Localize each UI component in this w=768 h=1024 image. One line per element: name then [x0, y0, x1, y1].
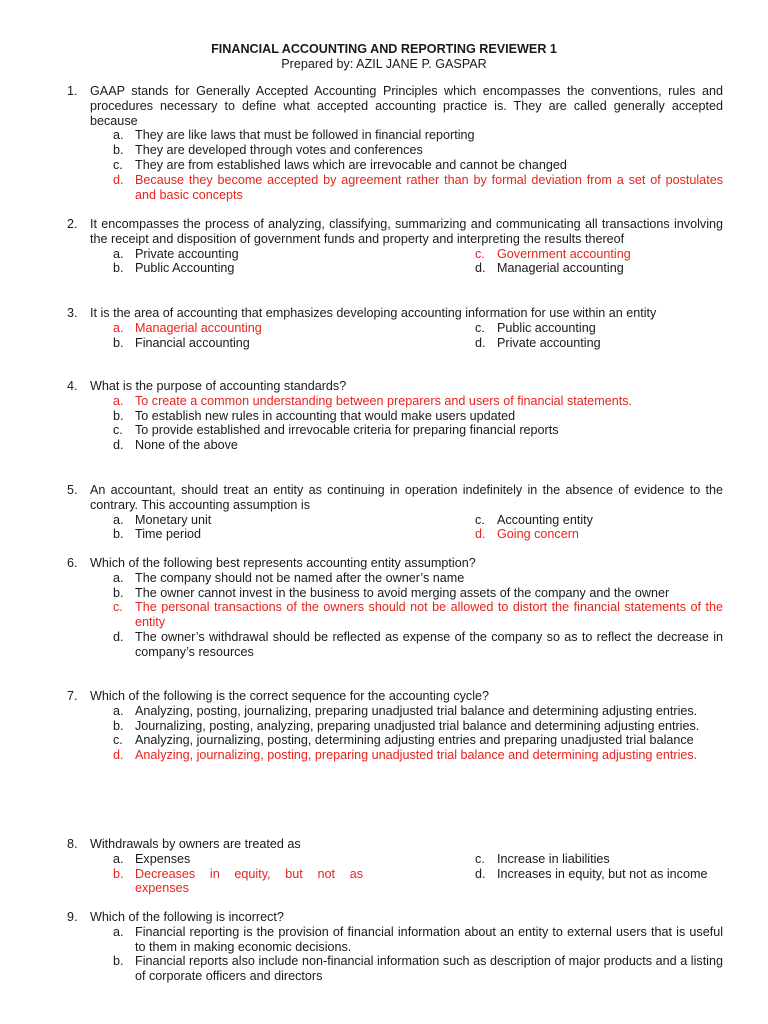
option-b: b. Public Accounting — [113, 261, 235, 276]
question-7 — [67, 689, 723, 763]
option-b: b. Financial reports also include non-financial information such as description of major products and a listing of corporate officers and directors — [113, 954, 723, 984]
option-d: d. Increases in equity, but not as income — [475, 866, 708, 881]
option-c: c. Increase in liabilities — [475, 851, 610, 866]
question-stem: Which of the following best represents accounting entity assumption? — [90, 556, 476, 570]
question-stem: Which of the following is incorrect? — [90, 910, 284, 924]
question-stem: Withdrawals by owners are treated as — [90, 837, 301, 851]
question-number: 7. — [67, 689, 78, 703]
option-c: c. They are from established laws which are irrevocable and cannot be changed — [113, 157, 567, 172]
question-stem: It is the area of accounting that emphasizes developing accounting information for use within an entity — [90, 306, 657, 320]
option-b: b. They are developed through votes and conferences — [113, 143, 423, 158]
option-a: a. Analyzing, posting, journalizing, preparing unadjusted trial balance and determining adjusting entries. — [113, 703, 698, 718]
option-d: d. The owner’s withdrawal should be reflected as expense of the company so as to reflect the decrease in company’s resources — [113, 629, 723, 659]
option-b: b. Time period — [113, 527, 202, 542]
question-number: 2. — [67, 217, 78, 231]
option-a: a. The company should not be named after the owner’s name — [113, 570, 465, 585]
option-b-answer: b. Decreases in equity, but not as expenses — [113, 866, 363, 896]
question-number: 9. — [67, 910, 78, 924]
option-a: a. They are like laws that must be followed in financial reporting — [113, 128, 475, 143]
question-stem: What is the purpose of accounting standards? — [90, 379, 347, 393]
option-c: c. To provide established and irrevocable criteria for preparing financial reports — [113, 423, 559, 438]
question-number: 8. — [67, 837, 78, 851]
option-a-answer: a. To create a common understanding between preparers and users of financial statements. — [113, 393, 633, 408]
question-number: 5. — [67, 483, 78, 497]
question-number: 3. — [67, 306, 78, 320]
option-c-answer: c. Government accounting — [475, 246, 631, 261]
question-stem: It encompasses the process of analyzing, classifying, summarizing and communicating all transactions involving the receipt and disposition of government funds and property and interpreting the results thereof — [90, 217, 723, 246]
question-stem: An accountant, should treat an entity as continuing in operation indefinitely in the absence of evidence to the contrary. This accounting assumption is — [90, 483, 723, 512]
option-b: b. The owner cannot invest in the business to avoid merging assets of the company and the owner — [113, 585, 670, 600]
question-stem: Which of the following is the correct sequence for the accounting cycle? — [90, 689, 490, 703]
question-3 — [67, 306, 723, 350]
option-b: b. Financial accounting — [113, 335, 250, 350]
option-c: c. Accounting entity — [475, 512, 593, 527]
question-stem: GAAP stands for Generally Accepted Accounting Principles which encompasses the conventions, rules and procedures necessary to define what accepted accounting practice is. They are called generally accepted because — [90, 84, 723, 128]
option-d: d. Managerial accounting — [475, 261, 624, 276]
option-d-answer: d. Because they become accepted by agreement rather than by formal deviation from a set of postulates and basic concepts — [113, 172, 723, 202]
option-b: b. Journalizing, posting, analyzing, preparing unadjusted trial balance and determining adjusting entries. — [113, 718, 700, 733]
option-c: c. Public accounting — [475, 320, 596, 335]
question-4 — [67, 379, 723, 453]
question-number: 6. — [67, 556, 78, 570]
option-c: c. Analyzing, journalizing, posting, determining adjusting entries and preparing unadjusted trial balance — [113, 733, 694, 748]
option-a: a. Expenses — [113, 851, 191, 866]
option-a: a. Private accounting — [113, 246, 239, 261]
question-number: 1. — [67, 84, 78, 98]
option-d: d. None of the above — [113, 438, 238, 453]
question-1 — [67, 84, 723, 202]
document-title: FINANCIAL ACCOUNTING AND REPORTING REVIEWER 1 — [211, 42, 557, 56]
question-9 — [67, 910, 723, 984]
option-c-answer: c. The personal transactions of the owners should not be allowed to distort the financial statements of the entity — [113, 600, 723, 630]
option-d: d. Private accounting — [475, 335, 601, 350]
option-d-answer: d. Going concern — [475, 527, 579, 542]
question-number: 4. — [67, 379, 78, 393]
question-8 — [67, 837, 723, 896]
option-d-answer: d. Analyzing, journalizing, posting, preparing unadjusted trial balance and determining adjusting entries. — [113, 748, 698, 763]
question-5 — [67, 483, 723, 542]
option-a-answer: a. Managerial accounting — [113, 320, 262, 335]
option-a: a. Financial reporting is the provision of financial information about an entity to external users that is useful to them in making economic decisions. — [113, 924, 723, 954]
option-b: b. To establish new rules in accounting that would make users updated — [113, 408, 516, 423]
question-6 — [67, 556, 723, 660]
option-a: a. Monetary unit — [113, 512, 212, 527]
question-2 — [67, 217, 723, 276]
prepared-by: Prepared by: AZIL JANE P. GASPAR — [281, 57, 487, 71]
